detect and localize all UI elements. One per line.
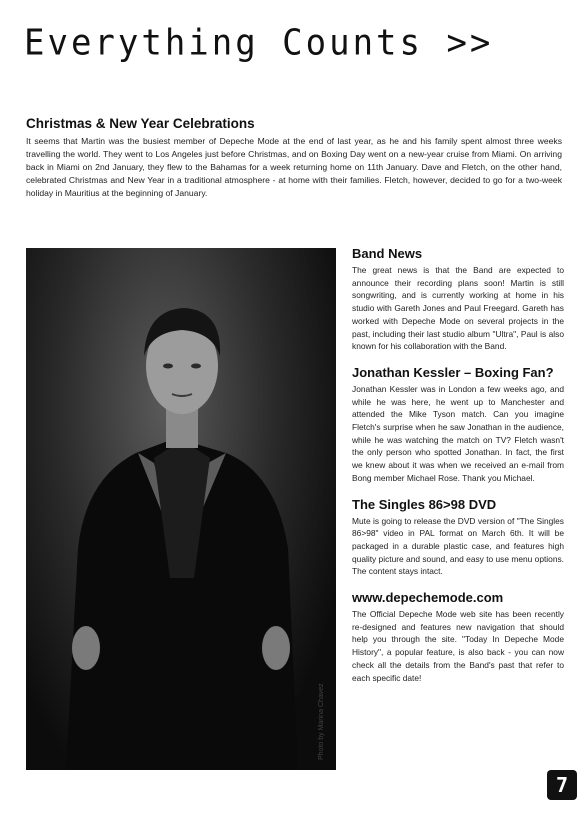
news-section <box>352 497 564 579</box>
section-heading: Jonathan Kessler – Boxing Fan? <box>352 364 554 380</box>
section-body: Mute is going to release the DVD version of "The Singles 86>98" video in PAL format on March 6th. It will be packaged in a durable plastic case, and features high quality picture and sound, and easy to use menu options. The content stays intact. <box>352 515 564 577</box>
section-body: Jonathan Kessler was in London a few weeks ago, and while he was here, he went up to Manchester and attended the Mike Tyson match. Can you imagine Fletch's surprise when he saw Jonathan in the audience, while he was watching the match on TV? Fletch wasn't the only person who spotted Jonathan. In fact, the first we knew about it was when we received an e-mail from Bong member Michael Rose. Thank you Michael. <box>352 383 564 483</box>
section-heading: The Singles 86>98 DVD <box>352 496 497 512</box>
portrait-photo <box>26 248 336 770</box>
news-column <box>352 246 564 696</box>
portrait-illustration <box>26 248 336 770</box>
section-body: The Official Depeche Mode web site has been recently re-designed and features new navigation that should help you through the site. "Today In Depeche Mode History", a popular feature, is also back - you can now check all the details from the Band's past that refer to each specific date! <box>352 609 564 683</box>
news-section <box>352 590 564 684</box>
intro-heading: Christmas & New Year Celebrations <box>26 116 255 131</box>
page-number: 7 <box>547 770 577 800</box>
page-title: Everything Counts >> <box>24 22 494 64</box>
section-body: The great news is that the Band are expected to announce their recording plans soon! Martin is still songwriting, and is currently working at home in his studio with Gareth Jones and Paul Freegard. Gareth has worked with Depeche Mode on several projects in the past, including their last studio album "Ultra", Paul is also known for his collaboration with the Band. <box>352 265 564 352</box>
news-section <box>352 365 564 485</box>
website-heading: www.depechemode.com <box>352 590 504 606</box>
intro-article <box>26 116 562 200</box>
news-section <box>352 246 564 353</box>
section-heading: Band News <box>352 246 423 261</box>
intro-body: It seems that Martin was the busiest member of Depeche Mode at the end of last year, as he and his family spent almost three weeks travelling the world. They went to Los Angeles just before Christmas, and on Boxing Day went on a new-year cruise from Miami. On arriving back in Miami on 2nd January, they flew to the Bahamas for a week returning home on 11th January. Dave and Fletch, on the other hand, celebrated Christmas and New Year in a traditional atmosphere - at home with their families. Fletch, however, decided to go for a two-week holiday in Mauritius at the beginning of January. <box>26 136 562 198</box>
photo-credit: Photo by Marina Chavez <box>318 683 325 760</box>
